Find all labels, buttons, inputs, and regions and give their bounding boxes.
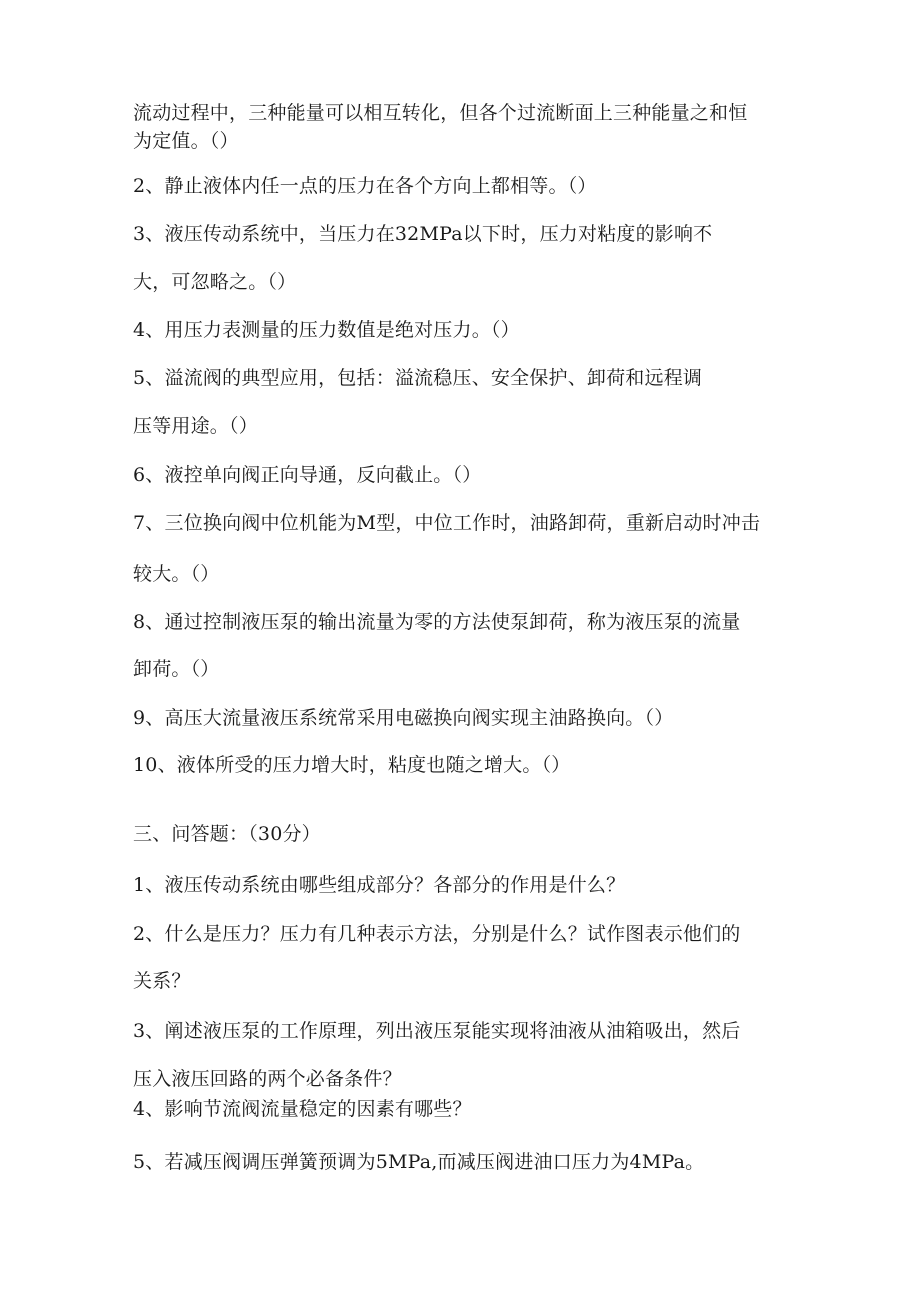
tf-item5-line2: 压等用途。（）: [133, 415, 258, 437]
tf-item5-line1: 5、溢流阀的典型应用，包括：溢流稳压、安全保护、卸荷和远程调: [133, 367, 703, 389]
tf-item1-line1: 流动过程中，三种能量可以相互转化，但各个过流断面上三种能量之和恒: [133, 102, 748, 124]
tf-item8-line1: 8、通过控制液压泵的输出流量为零的方法使泵卸荷，称为液压泵的流量: [133, 611, 741, 633]
qa-q3-line1: 3、阐述液压泵的工作原理，列出液压泵能实现将油液从油箱吸出，然后: [133, 1020, 741, 1042]
qa-q1: 1、液压传动系统由哪些组成部分？各部分的作用是什么？: [133, 874, 626, 896]
qa-q4: 4、影响节流阀流量稳定的因素有哪些？: [133, 1098, 472, 1120]
qa-q2-line2: 关系？: [133, 970, 191, 992]
tf-item1-line2: 为定值。（）: [133, 130, 239, 152]
tf-item7-line1: 7、三位换向阀中位机能为M型，中位工作时，油路卸荷，重新启动时冲击: [133, 512, 761, 534]
tf-item3-line2: 大，可忽略之。（）: [133, 271, 297, 293]
qa-section-heading: 三、问答题：（30分）: [133, 823, 321, 845]
tf-item2: 2、静止液体内任一点的压力在各个方向上都相等。（）: [133, 175, 597, 197]
qa-q5: 5、若减压阀调压弹簧预调为5MPa,而减压阀进油口压力为4MPa。: [133, 1151, 705, 1173]
tf-item9: 9、高压大流量液压系统常采用电磁换向阀实现主油路换向。（）: [133, 707, 674, 729]
tf-item6: 6、液控单向阀正向导通，反向截止。（）: [133, 464, 482, 486]
tf-item10: 10、液体所受的压力增大时，粘度也随之增大。（）: [133, 754, 571, 776]
tf-item8-line2: 卸荷。（）: [133, 658, 220, 680]
tf-item7-line2: 较大。（）: [133, 563, 220, 585]
tf-item3-line1: 3、液压传动系统中，当压力在32MPa以下时，压力对粘度的影响不: [133, 223, 713, 245]
tf-item4: 4、用压力表测量的压力数值是绝对压力。（）: [133, 319, 520, 341]
qa-q2-line1: 2、什么是压力？压力有几种表示方法，分别是什么？试作图表示他们的: [133, 923, 741, 945]
qa-q3-line2: 压入液压回路的两个必备条件？: [133, 1068, 402, 1090]
